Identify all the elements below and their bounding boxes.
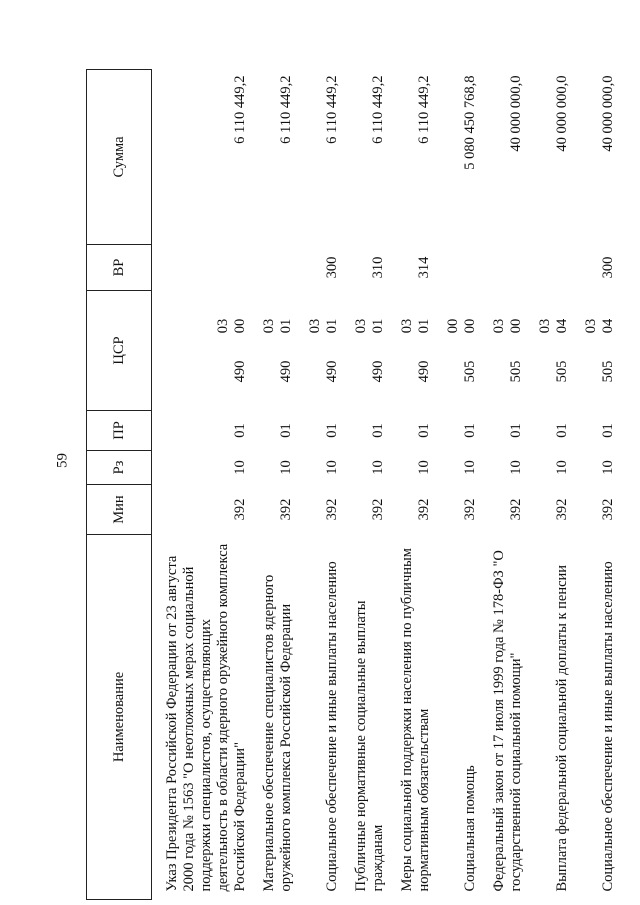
table-row xyxy=(302,70,348,900)
row-sum: 40 000 000,0 xyxy=(508,75,524,152)
row-pr: 01 xyxy=(278,423,294,438)
table-row xyxy=(256,70,302,900)
row-csr-subprogram: 03 04 xyxy=(537,318,570,334)
row-min: 392 xyxy=(508,498,524,521)
row-sum: 6 110 449,2 xyxy=(416,75,432,144)
row-rz: 10 xyxy=(462,460,478,475)
row-csr-program: 490 xyxy=(324,360,340,383)
row-rz: 10 xyxy=(232,460,248,475)
row-vr xyxy=(486,245,532,291)
row-sum: 6 110 449,2 xyxy=(324,75,340,144)
row-rz: 10 xyxy=(324,460,340,475)
row-csr xyxy=(486,291,532,411)
row-vr xyxy=(532,245,578,291)
row-rz: 10 xyxy=(278,460,294,475)
row-rz: 10 xyxy=(554,460,570,475)
row-csr xyxy=(256,291,302,411)
row-csr xyxy=(152,291,257,411)
table-body xyxy=(152,70,625,900)
row-vr: 310 xyxy=(370,256,386,279)
budget-table xyxy=(86,69,624,900)
row-pr: 01 xyxy=(370,423,386,438)
row-vr: 314 xyxy=(416,256,432,279)
row-csr xyxy=(440,291,486,411)
row-rz: 10 xyxy=(370,460,386,475)
row-csr-program: 505 xyxy=(554,360,570,383)
row-rz: 10 xyxy=(600,460,616,475)
rotated-table-container xyxy=(86,70,616,900)
row-csr-program: 490 xyxy=(370,360,386,383)
header-vr: ВР xyxy=(87,245,152,291)
table-row xyxy=(532,70,578,900)
row-csr-program: 505 xyxy=(462,360,478,383)
row-csr-subprogram: 03 00 xyxy=(215,318,248,334)
table-row xyxy=(486,70,532,900)
row-csr xyxy=(348,291,394,411)
row-name: Материальное обеспечение специалистов ядерного оружейного комплекса Российской Федерации xyxy=(261,574,294,892)
page-number: 59 xyxy=(54,453,71,468)
header-rz: Рз xyxy=(87,451,152,485)
row-rz: 10 xyxy=(416,460,432,475)
row-name: Указ Президента Российской Федерации от 23 августа 2000 года № 1563 "О неотложных мерах социальной поддержки специалистов, осуществляющих деятельность в области ядерного оружейного комплекса Российской Федерации" xyxy=(164,543,248,892)
table-row xyxy=(394,70,440,900)
row-csr-subprogram: 03 01 xyxy=(399,318,432,334)
row-csr-program: 490 xyxy=(278,360,294,383)
row-sum: 6 110 449,2 xyxy=(278,75,294,144)
row-pr: 01 xyxy=(416,423,432,438)
row-csr-subprogram: 03 00 xyxy=(491,318,524,334)
row-min: 392 xyxy=(324,498,340,521)
row-csr-program: 490 xyxy=(232,360,248,383)
row-name: Социальное обеспечение и иные выплаты населению xyxy=(324,561,340,892)
row-pr: 01 xyxy=(508,423,524,438)
row-sum: 40 000 000,0 xyxy=(554,75,570,152)
row-min: 392 xyxy=(232,498,248,521)
row-csr xyxy=(578,291,624,411)
row-name: Социальное обеспечение и иные выплаты населению xyxy=(600,561,616,892)
row-min: 392 xyxy=(278,498,294,521)
row-name: Федеральный закон от 17 июля 1999 года № 178-ФЗ "О государственной социальной помощи" xyxy=(491,550,524,892)
row-csr-program: 505 xyxy=(600,360,616,383)
row-pr: 01 xyxy=(600,423,616,438)
row-csr-subprogram: 03 01 xyxy=(307,318,340,334)
header-sum: Сумма xyxy=(87,70,152,245)
row-name: Социальная помощь xyxy=(462,765,478,892)
table-row xyxy=(152,70,257,900)
row-name: Публичные нормативные социальные выплаты гражданам xyxy=(353,600,386,892)
row-sum: 40 000 000,0 xyxy=(600,75,616,152)
row-vr xyxy=(256,245,302,291)
row-vr xyxy=(440,245,486,291)
row-name: Меры социальной поддержки населения по публичным нормативным обязательствам xyxy=(399,548,432,892)
row-min: 392 xyxy=(370,498,386,521)
row-csr-program: 490 xyxy=(416,360,432,383)
row-pr: 01 xyxy=(232,423,248,438)
table-row xyxy=(440,70,486,900)
row-vr: 300 xyxy=(324,256,340,279)
row-sum: 6 110 449,2 xyxy=(370,75,386,144)
table-row xyxy=(348,70,394,900)
row-csr-program: 505 xyxy=(508,360,524,383)
row-min: 392 xyxy=(416,498,432,521)
header-name: Наименование xyxy=(87,535,152,900)
row-sum: 6 110 449,2 xyxy=(232,75,248,144)
row-sum: 5 080 450 768,8 xyxy=(462,75,478,170)
table-row xyxy=(578,70,624,900)
row-min: 392 xyxy=(600,498,616,521)
row-min: 392 xyxy=(462,498,478,521)
header-min: Мин xyxy=(87,485,152,535)
row-csr xyxy=(532,291,578,411)
row-pr: 01 xyxy=(324,423,340,438)
row-pr: 01 xyxy=(554,423,570,438)
row-name: Выплата федеральной социальной доплаты к пенсии xyxy=(554,564,570,892)
table-header-row xyxy=(87,70,152,900)
header-pr: ПР xyxy=(87,411,152,451)
row-rz: 10 xyxy=(508,460,524,475)
row-csr-subprogram: 03 01 xyxy=(353,318,386,334)
row-csr-subprogram: 00 00 xyxy=(445,318,478,334)
row-vr xyxy=(152,245,257,291)
row-csr-subprogram: 03 04 xyxy=(583,318,616,334)
row-csr xyxy=(302,291,348,411)
row-csr xyxy=(394,291,440,411)
row-vr: 300 xyxy=(600,256,616,279)
row-csr-subprogram: 03 01 xyxy=(261,318,294,334)
row-min: 392 xyxy=(554,498,570,521)
header-csr: ЦСР xyxy=(87,291,152,411)
row-pr: 01 xyxy=(462,423,478,438)
